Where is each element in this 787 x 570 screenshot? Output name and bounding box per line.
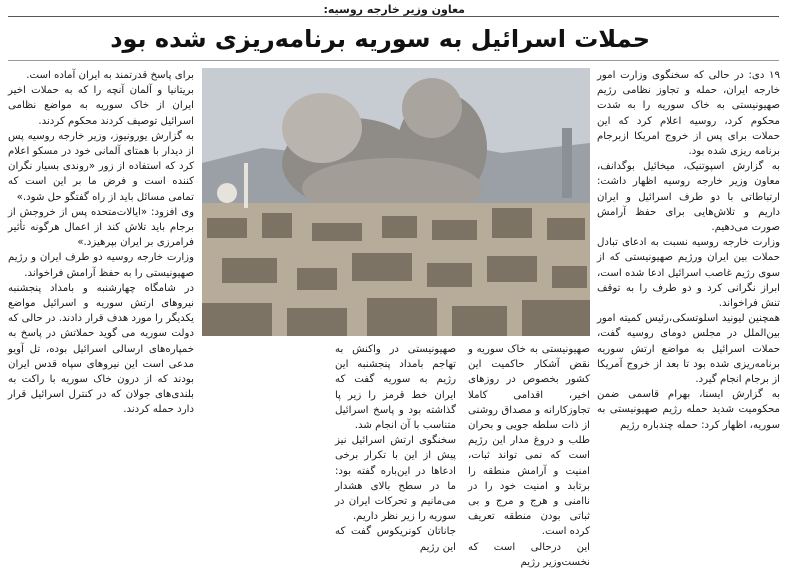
news-photo	[202, 68, 590, 336]
paragraph: وزارت خارجه روسیه نسبت به ادعای تبادل حملات بین ایران ورژیم صهیونیستی که از سوی رژیم غاصب اسرائیل ادعا شده است، ابراز نگرانی کرد و دو طرف را به توقف تنش فراخواند.	[597, 237, 780, 310]
paragraph: برای پاسخ قدرتمند به ایران آماده است.	[26, 70, 194, 81]
paragraph: وزارت خارجه روسیه دو طرف ایران و رژیم صهیونیستی را به حفظ آرامش فراخواند.	[8, 252, 194, 279]
paragraph: صهیونیستی به خاک سوریه و نقض آشکار حاکمیت این کشور بخصوص در روزهای اخیر، اقدامی کاملا تجاوزکارانه و مصداق روشنی از ذات سلطه جویی و بحران طلب و دروغ مدار این رژیم است که نمی تواند ثبات، امنیت و آرامش منطقه را برتابد و امنیت خود را در ناامنی و هرج و مرج و بی ثباتی بودن منطقه تعریف کرده است.	[468, 344, 590, 538]
headline: حملات اسرائیل به سوریه برنامه‌ریزی شده بود	[110, 25, 650, 53]
article-column-bottom-right	[468, 342, 590, 568]
article-column-right	[597, 68, 780, 530]
paragraph: سخنگوی ارتش اسرائیل نیز پیش از این با تکرار برخی ادعاها در این‌باره گفته بود: ما در سطح بالای هشدار می‌مانیم و تحرکات ایران در سوریه را زیر نظر داریم.	[335, 435, 456, 523]
kicker: معاون وزیر خارجه روسیه:	[323, 3, 465, 16]
paragraph: صهیونیستی در واکنش به تهاجم بامداد پنجشنبه این رژیم به سوریه گفت که ایران خط قرمز را زیر پا گذاشته بود و پاسخ اسرائیل متناسب با آن انجام شد.	[335, 344, 456, 432]
headline-divider	[8, 60, 779, 61]
paragraph: وی افزود: «ایالات‌متحده پس از خروجش از برجام باید تلاش کند از اعمال هرگونه تأثیر فرامرزی بر ایران بپرهیزد.»	[8, 206, 194, 249]
paragraph: ۱۹ دی: در حالی که سخنگوی وزارت امور خارجه ایران، حمله و تجاوز نظامی رژیم صهیونیستی به خاک سوریه را به شدت محکوم کرد، روسیه اعلام کرد که این حملات برای پس از خروج امریکا ازبرجام برنامه ریزی شده بود.	[597, 70, 780, 158]
paragraph: به گزارش اسپوتنیک، میخائیل بوگدانف، معاون وزیر خارجه روسیه اظهار داشت: ارتباطاتی با دو طرف اسرائیل و ایران داریم و تلاش‌هایی برای حفظ آرامش صورت می‌دهیم.	[597, 161, 780, 234]
paragraph: همچنین لیونید اسلوتسکی،رئیس کمیته امور بین‌الملل در مجلس دومای روسیه گفت، حملات اسرائیل به مواضع ارتش سوریه برنامه‌ریزی شده بود تا بعد از خروج آمریکا از برجام انجام گیرد.	[597, 313, 780, 386]
paragraph: در شامگاه چهارشنبه و بامداد پنجشنبه نیروهای ارتش سوریه و اسرائیل مواضع یکدیگر را مورد هدف قرار دادند. در حالی که دولت سوریه می گوید حملاتش در پاسخ به خمپاره‌های ارسالی اسرائیل بوده، تل آویو مدعی است این نیروهای سپاه قدس ایران بودند که از درون خاک سوریه با راکت به بلندی‌های جولان که در کنترل اسرائیل قرار دارد حمله کردند.	[8, 282, 194, 416]
paragraph: جاناتان کونریکوس گفت که این رژیم	[335, 526, 456, 553]
paragraph: این درحالی است که نخست‌وزیر رژیم	[468, 541, 590, 568]
paragraph: به گزارش ایسنا، بهرام قاسمی ضمن محکومیت شدید حمله رژیم صهیونیستی به سوریه، اظهار کرد: حمله چندباره رژیم	[597, 389, 780, 431]
article-column-bottom-middle	[335, 342, 456, 553]
paragraph: بریتانیا و آلمان آنچه را که به حملات اخیر ایران از خاک سوریه به مواضع نظامی اسرائیل توصیف کردند محکوم کردند.	[8, 85, 194, 127]
kicker-divider	[8, 16, 779, 17]
article-column-left	[8, 68, 194, 530]
paragraph: به گزارش یورونیوز، وزیر خارجه روسیه پس از دیدار با همتای آلمانی خود در مسکو اعلام کرد که استفاده از زور «روندی بسیار نگران کننده است و فرض ما بر این است که تمامی مسائل باید از راه گفتگو حل شود.»	[8, 130, 194, 203]
